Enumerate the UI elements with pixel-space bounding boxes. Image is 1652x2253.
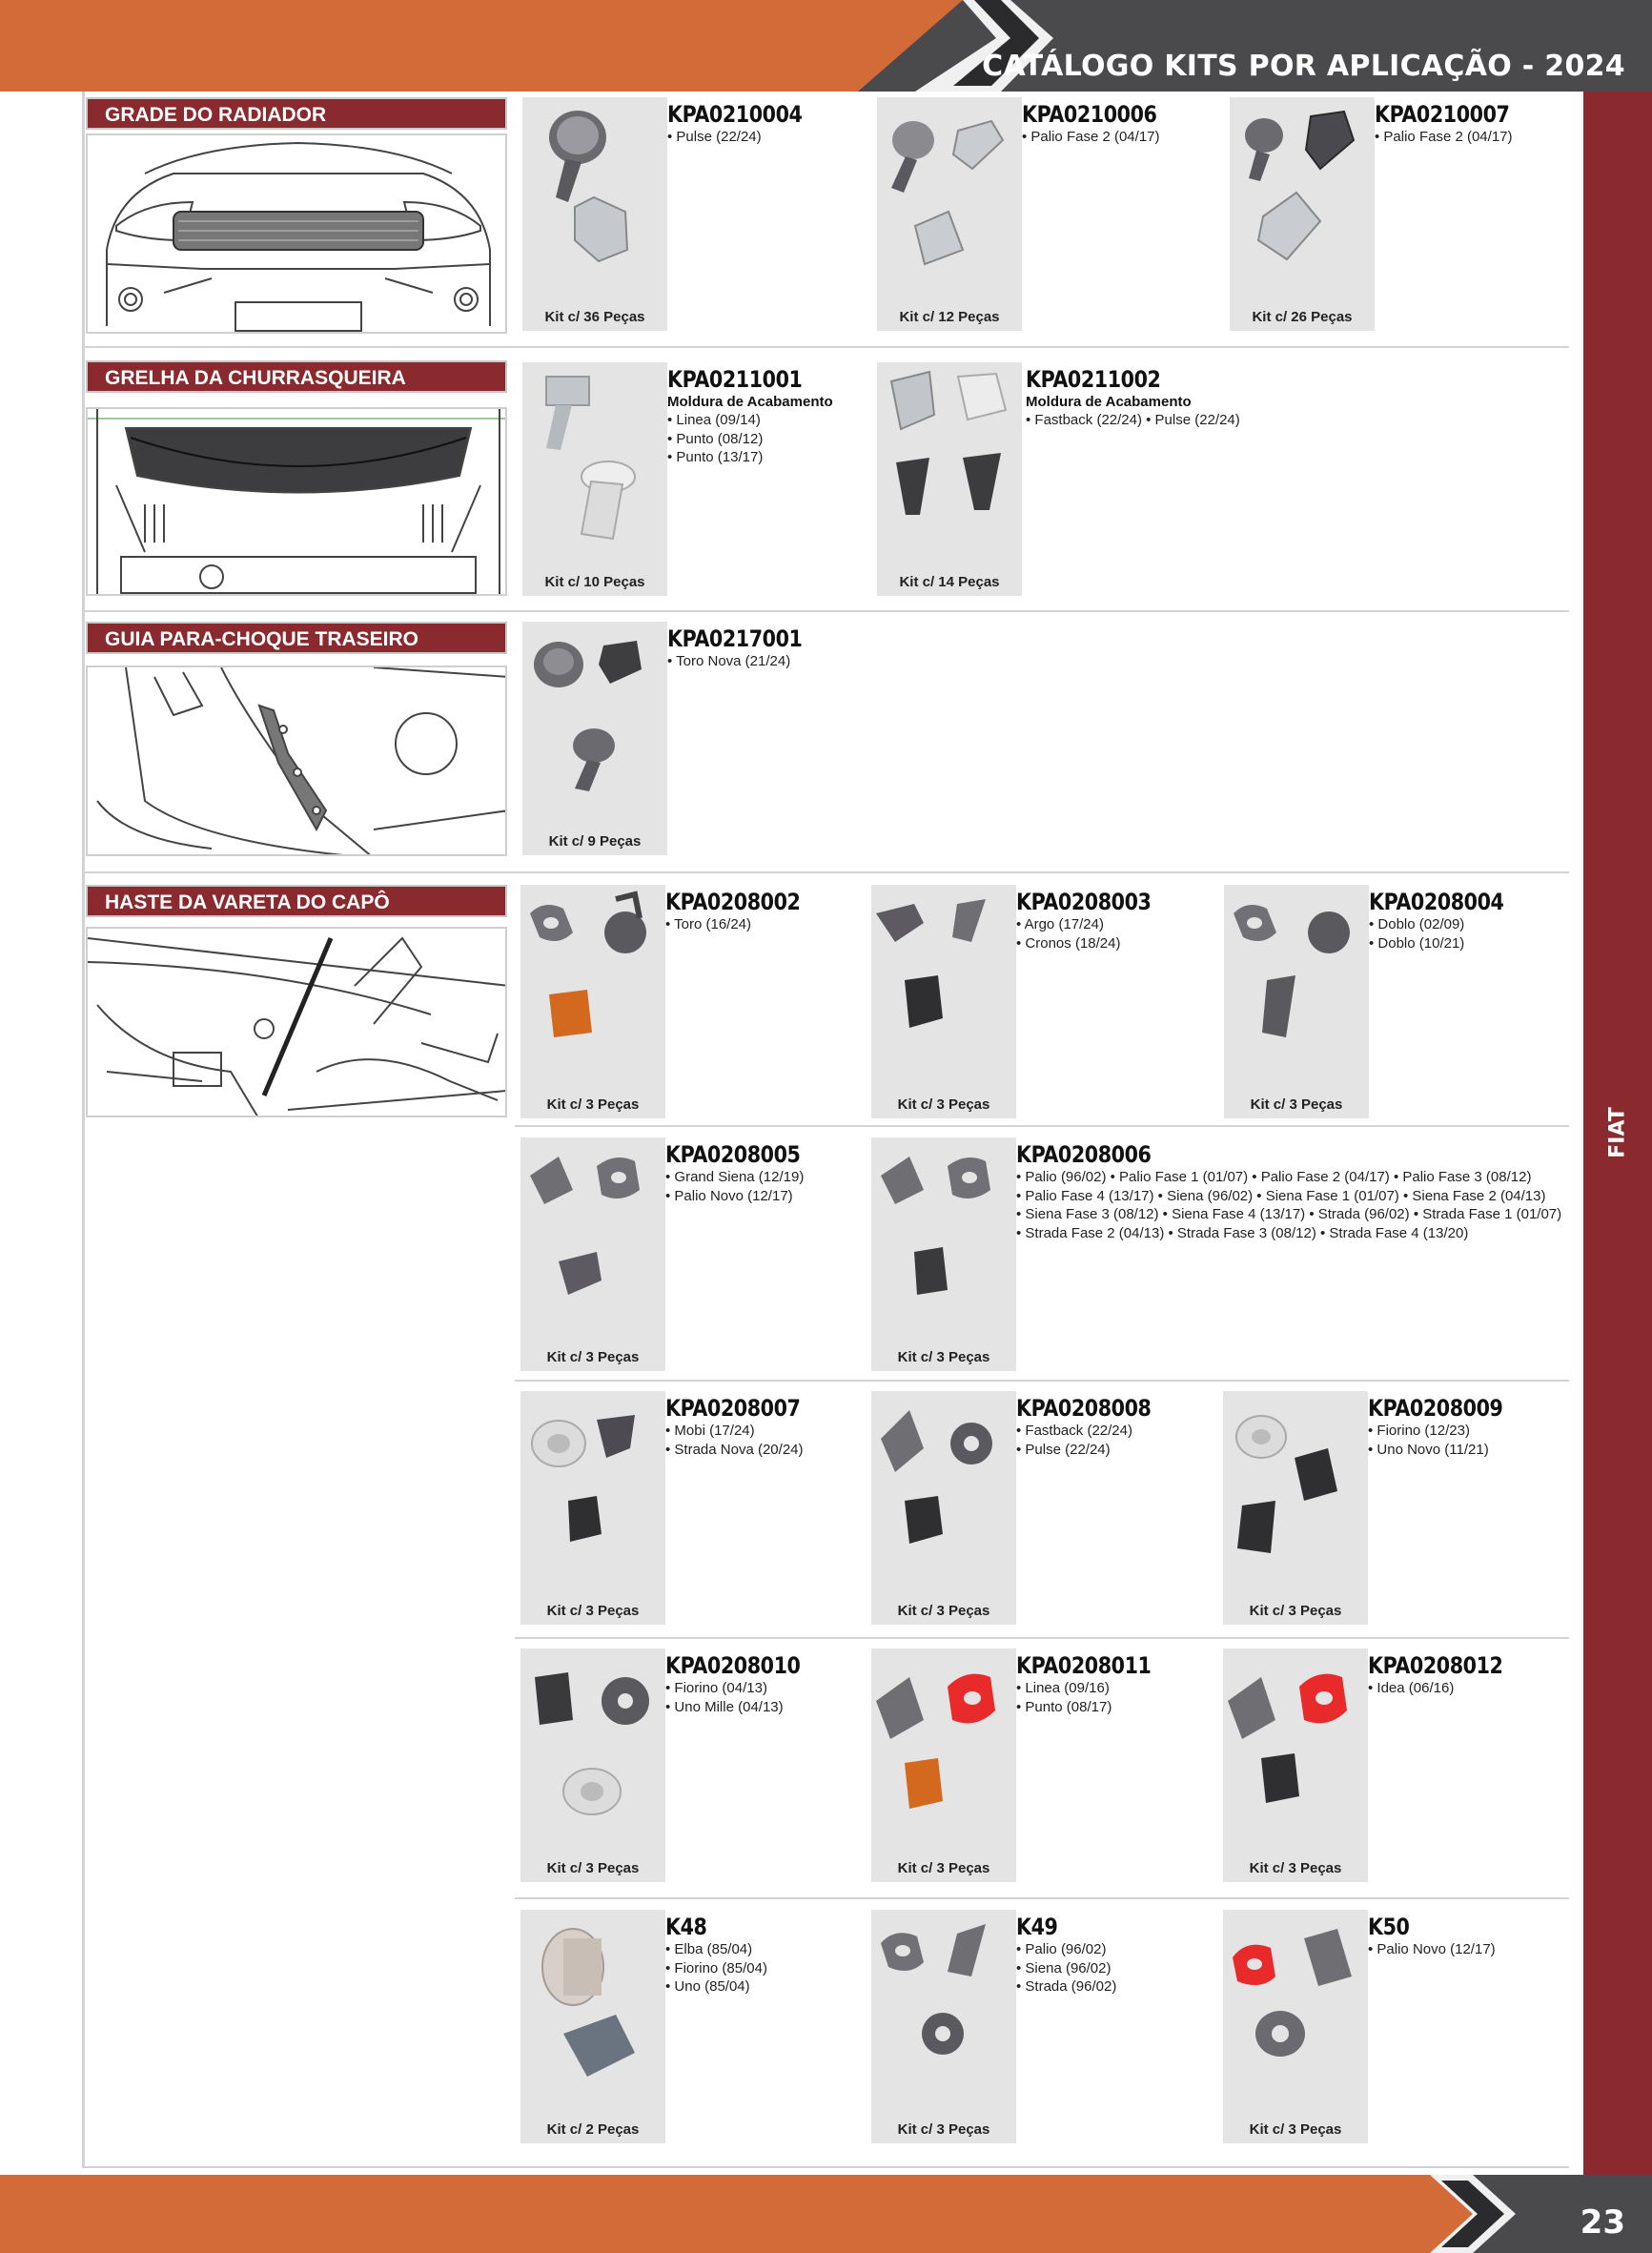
product-image xyxy=(1223,1391,1368,1625)
kit-quantity: Kit c/ 14 Peças xyxy=(899,574,1000,590)
product-application: • Palio (96/02) xyxy=(1016,1941,1107,1957)
kit-quantity: Kit c/ 10 Peças xyxy=(544,574,645,590)
page-header xyxy=(0,0,1652,92)
product-application: • Argo (17/24) xyxy=(1016,916,1104,932)
product-application: • Linea (09/16) xyxy=(1016,1680,1110,1696)
section-divider xyxy=(82,871,1569,873)
product-image xyxy=(520,885,665,1118)
product-application: • Cronos (18/24) xyxy=(1016,934,1121,952)
kit-quantity: Kit c/ 3 Peças xyxy=(546,1096,640,1113)
product-application: • Uno Novo (11/21) xyxy=(1368,1441,1489,1458)
product-application: • Toro (16/24) xyxy=(665,916,752,932)
product-info xyxy=(1368,1395,1524,1459)
kit-quantity: Kit c/ 12 Peças xyxy=(899,309,1000,325)
page-footer xyxy=(0,2175,1652,2253)
product-code: KPA0208009 xyxy=(1368,1395,1503,1422)
product-info xyxy=(1369,889,1525,952)
product-image xyxy=(871,1910,1016,2143)
product-application: • Grand Siena (12/19) xyxy=(665,1169,805,1185)
kit-quantity: Kit c/ 3 Peças xyxy=(1249,1603,1342,1619)
product-application: • Uno (85/04) xyxy=(665,1978,750,1995)
product-code: K49 xyxy=(1016,1914,1058,1940)
product-code: KPA0211002 xyxy=(1026,366,1161,393)
product-application: • Elba (85/04) xyxy=(665,1941,753,1957)
kit-quantity: Kit c/ 26 Peças xyxy=(1252,309,1353,325)
product-code: K48 xyxy=(665,1914,707,1940)
product-subtitle: Moldura de Acabamento xyxy=(667,394,833,410)
product-application: • Punto (08/17) xyxy=(1016,1698,1112,1715)
kit-quantity: Kit c/ 3 Peças xyxy=(897,2121,990,2138)
section-divider xyxy=(82,346,1569,348)
category-title: GUIA PARA-CHOQUE TRASEIRO xyxy=(86,622,507,654)
product-info xyxy=(665,1652,822,1716)
product-code: KPA0208006 xyxy=(1016,1141,1152,1168)
product-info xyxy=(1016,1652,1173,1716)
rear-bumper-guide-illustration xyxy=(86,666,507,856)
product-application: • Fiorino (85/04) xyxy=(665,1959,767,1976)
row-divider xyxy=(515,1380,1569,1382)
product-image xyxy=(520,1910,665,2143)
product-application: • Strada (96/02) xyxy=(1016,1978,1117,1995)
footer-graphic xyxy=(0,2175,1652,2253)
product-application: • Palio Fase 4 (13/17) • Siena (96/02) • Siena Fase 1 (01/07) • Siena Fase 2 (04/13) xyxy=(1016,1187,1546,1204)
product-image xyxy=(522,622,667,855)
product-image xyxy=(1223,1649,1368,1882)
product-image xyxy=(1224,885,1369,1118)
product-application: • Strada Nova (20/24) xyxy=(665,1441,804,1458)
row-divider xyxy=(515,1637,1569,1639)
product-image xyxy=(522,97,667,331)
product-info xyxy=(665,1914,767,1997)
product-code: KPA0208010 xyxy=(665,1652,801,1679)
product-info xyxy=(1016,889,1173,952)
frame-bottom-line xyxy=(82,2166,1569,2168)
product-application: • Punto (08/12) xyxy=(667,430,764,447)
product-code: KPA0210004 xyxy=(667,101,803,128)
product-info xyxy=(667,366,833,467)
product-info xyxy=(1022,101,1178,147)
kit-quantity: Kit c/ 36 Peças xyxy=(544,309,645,325)
radiator-grille-illustration xyxy=(86,133,507,334)
product-info xyxy=(1016,1395,1173,1459)
catalog-title: CATÁLOGO KITS POR APLICAÇÃO - 2024 xyxy=(982,50,1625,83)
frame-left-line xyxy=(82,92,85,2167)
product-image xyxy=(522,362,667,596)
product-application: • Fiorino (04/13) xyxy=(665,1680,767,1696)
kit-quantity: Kit c/ 2 Peças xyxy=(546,2121,640,2138)
product-code: KPA0208005 xyxy=(665,1141,801,1168)
kit-quantity: Kit c/ 3 Peças xyxy=(1250,1096,1343,1113)
product-image xyxy=(877,362,1022,596)
product-application: • Pulse (22/24) xyxy=(1016,1441,1111,1458)
product-application: • Toro Nova (21/24) xyxy=(667,653,791,669)
product-application: • Fastback (22/24) • Pulse (22/24) xyxy=(1026,412,1240,428)
product-application: • Mobi (17/24) xyxy=(665,1423,755,1439)
product-application: • Linea (09/14) xyxy=(667,412,761,428)
row-divider xyxy=(515,1897,1569,1899)
product-image xyxy=(1223,1910,1368,2143)
category-title: HASTE DA VARETA DO CAPÔ xyxy=(86,885,507,917)
product-application: • Palio Fase 2 (04/17) xyxy=(1022,129,1160,145)
product-image xyxy=(871,1137,1016,1371)
product-info xyxy=(1016,1914,1116,1997)
product-application: • Fastback (22/24) xyxy=(1016,1423,1132,1439)
product-application: • Palio Novo (12/17) xyxy=(665,1187,793,1204)
product-application: • Doblo (02/09) xyxy=(1369,916,1465,932)
product-application: • Palio Fase 2 (04/17) xyxy=(1375,129,1513,145)
product-code: K50 xyxy=(1368,1914,1410,1940)
product-info xyxy=(667,101,824,147)
product-image xyxy=(520,1391,665,1625)
product-application: • Siena (96/02) xyxy=(1016,1959,1112,1976)
product-image xyxy=(1230,97,1375,331)
product-application: • Fiorino (12/23) xyxy=(1368,1423,1470,1439)
product-code: KPA0208002 xyxy=(665,889,801,915)
product-image xyxy=(520,1649,665,1882)
product-code: KPA0208007 xyxy=(665,1395,801,1422)
product-code: KPA0217001 xyxy=(667,625,803,652)
brand-label: FIAT xyxy=(1605,1107,1630,1158)
product-image xyxy=(871,885,1016,1118)
product-info xyxy=(665,1395,822,1459)
product-application: • Siena Fase 3 (08/12) • Siena Fase 4 (13/17) • Strada (96/02) • Strada Fase 1 (01/07) xyxy=(1016,1206,1562,1222)
product-code: KPA0211001 xyxy=(667,366,803,393)
product-info xyxy=(667,625,824,671)
product-info xyxy=(1026,366,1240,430)
product-application: • Punto (13/17) xyxy=(667,449,764,465)
product-info xyxy=(1368,1652,1524,1698)
product-info xyxy=(1016,1141,1561,1242)
section-divider xyxy=(82,610,1569,612)
product-application: • Uno Mille (04/13) xyxy=(665,1698,784,1715)
row-divider xyxy=(515,1125,1569,1127)
product-image xyxy=(871,1391,1016,1625)
product-application: • Doblo (10/21) xyxy=(1369,934,1465,952)
product-image xyxy=(520,1137,665,1371)
product-image xyxy=(871,1649,1016,1882)
kit-quantity: Kit c/ 3 Peças xyxy=(546,1603,640,1619)
kit-quantity: Kit c/ 3 Peças xyxy=(897,1860,990,1876)
product-code: KPA0208003 xyxy=(1016,889,1152,915)
product-code: KPA0208008 xyxy=(1016,1395,1152,1422)
product-info xyxy=(1375,101,1531,147)
category-title: GRELHA DA CHURRASQUEIRA xyxy=(86,360,507,393)
product-code: KPA0210006 xyxy=(1022,101,1157,128)
product-code: KPA0208012 xyxy=(1368,1652,1503,1679)
product-code: KPA0208011 xyxy=(1016,1652,1152,1679)
product-info xyxy=(665,889,822,934)
kit-quantity: Kit c/ 3 Peças xyxy=(1249,1860,1342,1876)
product-code: KPA0210007 xyxy=(1375,101,1510,128)
page-number: 23 xyxy=(1580,2203,1625,2242)
kit-quantity: Kit c/ 9 Peças xyxy=(548,833,642,850)
product-application: • Palio Novo (12/17) xyxy=(1368,1941,1496,1957)
product-info xyxy=(665,1141,822,1205)
product-info xyxy=(1368,1914,1496,1959)
kit-quantity: Kit c/ 3 Peças xyxy=(546,1349,640,1365)
product-image xyxy=(877,97,1022,331)
cowl-grille-illustration xyxy=(86,407,507,596)
kit-quantity: Kit c/ 3 Peças xyxy=(897,1603,990,1619)
hood-rod-illustration xyxy=(86,927,507,1117)
product-application: • Palio (96/02) • Palio Fase 1 (01/07) • Palio Fase 2 (04/17) • Palio Fase 3 (08/12) xyxy=(1016,1169,1532,1185)
kit-quantity: Kit c/ 3 Peças xyxy=(546,1860,640,1876)
product-application: • Strada Fase 2 (04/13) • Strada Fase 3 (08/12) • Strada Fase 4 (13/20) xyxy=(1016,1224,1469,1241)
kit-quantity: Kit c/ 3 Peças xyxy=(1249,2121,1342,2138)
product-application: • Pulse (22/24) xyxy=(667,129,762,145)
category-title: GRADE DO RADIADOR xyxy=(86,97,507,130)
kit-quantity: Kit c/ 3 Peças xyxy=(897,1349,990,1365)
product-application: • Idea (06/16) xyxy=(1368,1680,1455,1696)
product-code: KPA0208004 xyxy=(1369,889,1504,915)
kit-quantity: Kit c/ 3 Peças xyxy=(897,1096,990,1113)
product-subtitle: Moldura de Acabamento xyxy=(1026,394,1192,410)
